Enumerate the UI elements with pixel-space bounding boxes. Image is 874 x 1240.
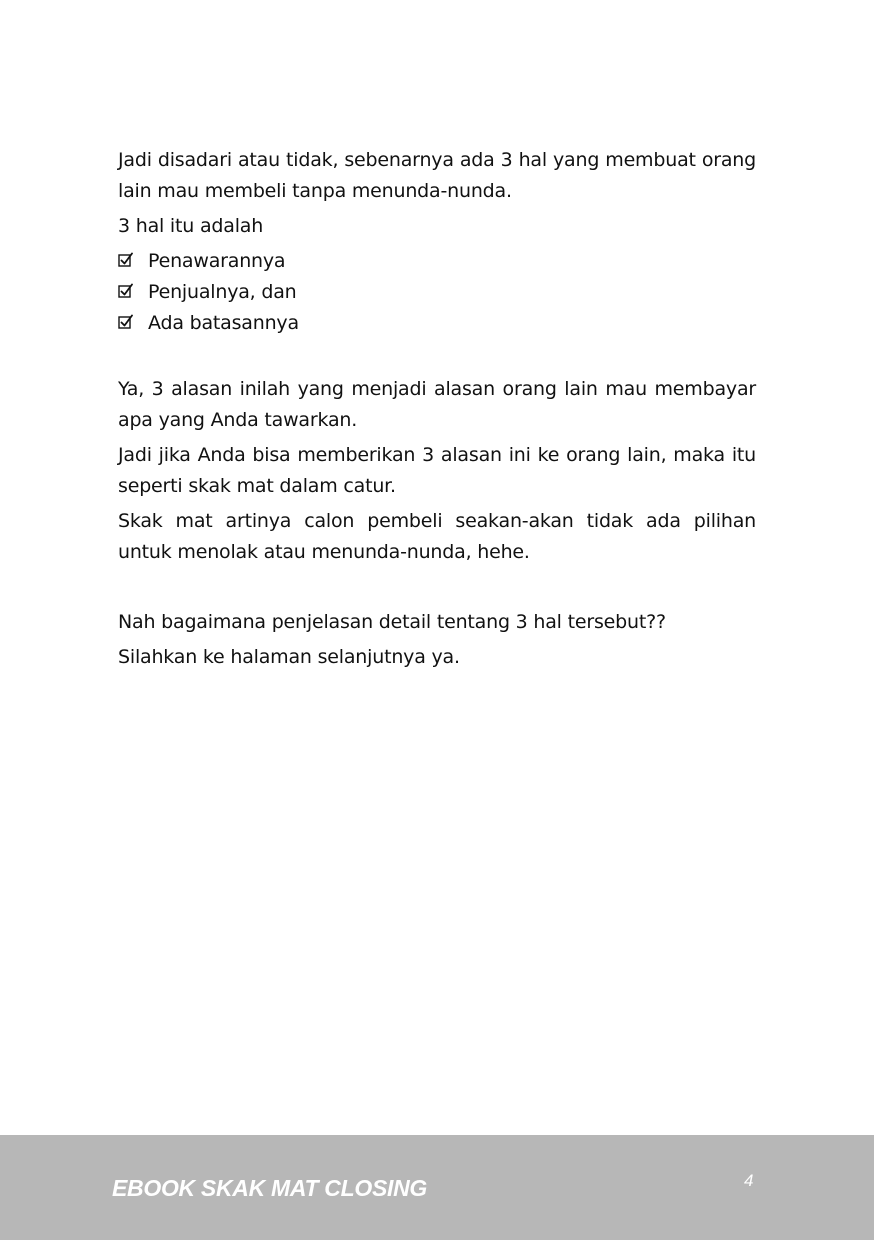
checkbox-checked-icon (118, 283, 134, 299)
body-paragraph: Ya, 3 alasan inilah yang menjadi alasan orang lain mau membayar apa yang Anda tawarkan. (118, 378, 756, 431)
section-spacer (118, 339, 756, 374)
checklist-item-label: Penjualnya, dan (148, 281, 297, 303)
checklist-item (118, 246, 756, 277)
checklist (118, 246, 756, 339)
section-spacer (118, 572, 756, 607)
list-intro-text: 3 hal itu adalah (118, 215, 264, 237)
checkbox-checked-icon (118, 314, 134, 330)
checklist-item (118, 308, 756, 339)
checklist-item-label: Penawarannya (148, 250, 286, 272)
closing-text: Silahkan ke halaman selanjutnya ya. (118, 646, 460, 668)
ebook-title: EBOOK SKAK MAT CLOSING (112, 1175, 427, 1201)
closing-question: Nah bagaimana penjelasan detail tentang 3 hal tersebut?? (118, 611, 666, 633)
body-paragraph: Skak mat artinya calon pembeli seakan-akan tidak ada pilihan untuk menolak atau menunda-nunda, hehe. (118, 510, 756, 563)
intro-paragraph: Jadi disadari atau tidak, sebenarnya ada 3 hal yang membuat orang lain mau membeli tanpa menunda-nunda. (118, 149, 756, 202)
checklist-item (118, 277, 756, 308)
page-body (118, 145, 756, 677)
checkbox-checked-icon (118, 252, 134, 268)
body-paragraph: Jadi jika Anda bisa memberikan 3 alasan ini ke orang lain, maka itu seperti skak mat dalam catur. (118, 444, 756, 497)
page-footer (0, 1135, 874, 1240)
checklist-item-label: Ada batasannya (148, 312, 299, 334)
page-number: 4 (744, 1171, 754, 1190)
